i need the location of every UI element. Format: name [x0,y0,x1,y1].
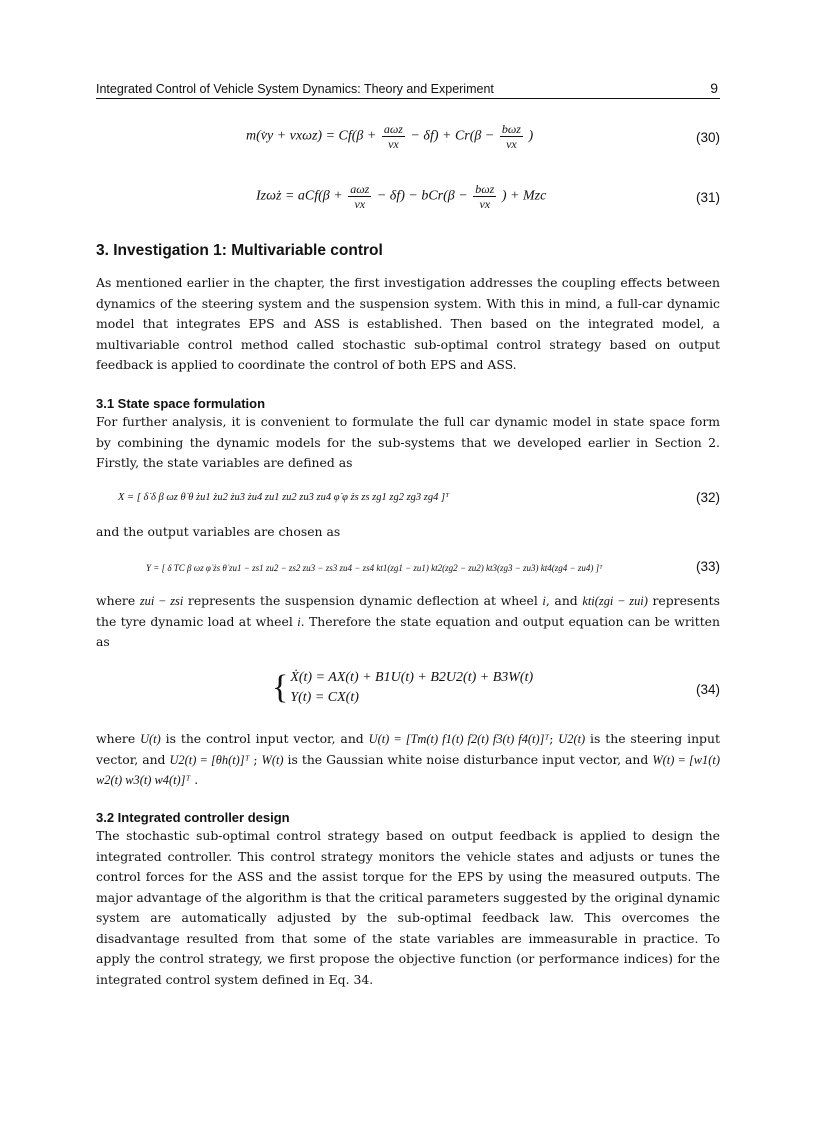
equation-31-tail: ) + Mzc [501,188,547,204]
tyre-load-expression: kti(zgi − zui) [582,594,648,608]
running-header [96,80,720,99]
section-3-1-para-2: and the output variables are chosen as [96,524,341,539]
equation-34-line-1: Ẋ(t) = AX(t) + B1U(t) + B2U2(t) + B3W(t) [290,670,534,685]
equation-30-tail: ) [528,128,534,144]
equation-31-body [256,182,546,211]
section-3-1-para-3: where zui − zsi represents the suspension dynamic deflection at wheel i, and kti(zgi − zui) represents the tyre dynamic load at wheel i. Therefore the state equation and output equation can be written as [96,593,720,649]
steering-input-definition: U2(t) = [θh(t)]ᵀ [169,752,250,767]
equation-31-lhs: Izω̇z = aCf(β + [256,188,343,204]
equation-34 [96,668,720,716]
equation-34-body [272,668,533,708]
disturbance-input-definition: W(t) = [w1(t) w2(t) w3(t) w4(t)]ᵀ [96,752,720,787]
equation-31-fraction-2: $\frac{\text{bωz}}{vx}$ [475,182,495,211]
section-3-1-heading: 3.1 State space formulation [96,396,266,411]
equation-30-lhs: m(v̇y + vxωz) = Cf(β + [246,128,377,144]
section-3-intro: As mentioned earlier in the chapter, the first investigation addresses the coupling effects between dynamics of the steering system and the suspension system. With this in mind, a full-car dynamic model that integrates EPS and ASS is established. Then based on the integrated model, a multivariable control method called stochastic sub-optimal control strategy based on output feedback is applied to coordinate the control of both EPS and ASS. [96,275,720,372]
equation-30 [96,118,720,162]
control-input-definition: U(t) = [Tm(t) f1(t) f2(t) f3(t) f4(t)]ᵀ [368,732,550,746]
equation-30-number: (30) [695,130,720,145]
equation-33-number: (33) [695,559,720,574]
equation-30-fraction-2: $\frac{\text{bωz}}{vx}$ [501,122,521,151]
equation-33 [96,557,720,581]
equation-31-mid: − δf) − bCr(β − [376,188,468,204]
section-3-2-heading: 3.2 Integrated controller design [96,810,290,825]
section-3-2-para: The stochastic sub-optimal control strategy based on output feedback is applied to design the integrated controller. This control strategy monitors the vehicle states and adjusts or tunes the control forces for the ASS and the assist torque for the EPS by using the measured outputs. The major advantage of the algorithm is that the critical parameters suggested by the original dynamic system are automatically adjusted by the sub-optimal feedback law. This overcomes the disadvantage resulted from that some of the state variables are immeasurable in practice. To apply the control strategy, we first propose the objective function (or performance indices) for the integrated control system defined in Eq. 34. [96,828,720,987]
equation-30-fraction-1: $\frac{\text{aωz}}{vx}$ [383,122,403,151]
deflection-expression: zui − zsi [139,594,184,608]
equation-32 [96,488,720,512]
equation-30-body [246,122,533,151]
section-3-1-para-4: where U(t) is the control input vector, and U(t) = [Tm(t) f1(t) f2(t) f3(t) f4(t)]ᵀ; U2(t) is the steering input vector, and U2(t) = [θh(t)]ᵀ ; W(t) is the Gaussian white noise disturbance input vector, and W(t) = [w1(t) w2(t) w3(t) w4(t)]ᵀ . [96,731,720,787]
section-3-1-para-1: For further analysis, it is convenient to formulate the full car dynamic model in state space form by combining the dynamic models for the sub-systems that we developed earlier in Section 2. Firstly, the state variables are defined as [96,414,720,470]
equation-30-mid: − δf) + Cr(β − [410,128,495,144]
equation-34-number: (34) [695,682,720,697]
equation-31 [96,178,720,222]
equation-33-body: Y = [ δ TC β ωz φ̇ żs θ̇ zu1 − zs1 zu2 − zs2 zu3 − zs3 zu4 − zs4 kt1(zg1 − zu1) kt2(zg2 − zu2) kt3(zg3 − zu3) kt4(zg4 − zu4) ]ᵀ [146,563,603,573]
equation-31-number: (31) [695,190,720,205]
equation-31-fraction-1: $\frac{\text{aωz}}{vx}$ [350,182,370,211]
running-title: Integrated Control of Vehicle System Dynamics: Theory and Experiment [96,82,494,96]
page-number: 9 [710,80,718,96]
equation-34-line-2: Y(t) = CX(t) [290,690,359,705]
section-3-heading: 3. Investigation 1: Multivariable control [96,242,383,259]
equation-34-brace: { [272,669,289,706]
equation-32-number: (32) [695,490,720,505]
equation-32-body: X = [ δ̇ δ β ωz θ̇ θ żu1 żu2 żu3 żu4 zu1 zu2 zu3 zu4 φ̇ φ żs zs zg1 zg2 zg3 zg4 ]ᵀ [118,492,450,503]
